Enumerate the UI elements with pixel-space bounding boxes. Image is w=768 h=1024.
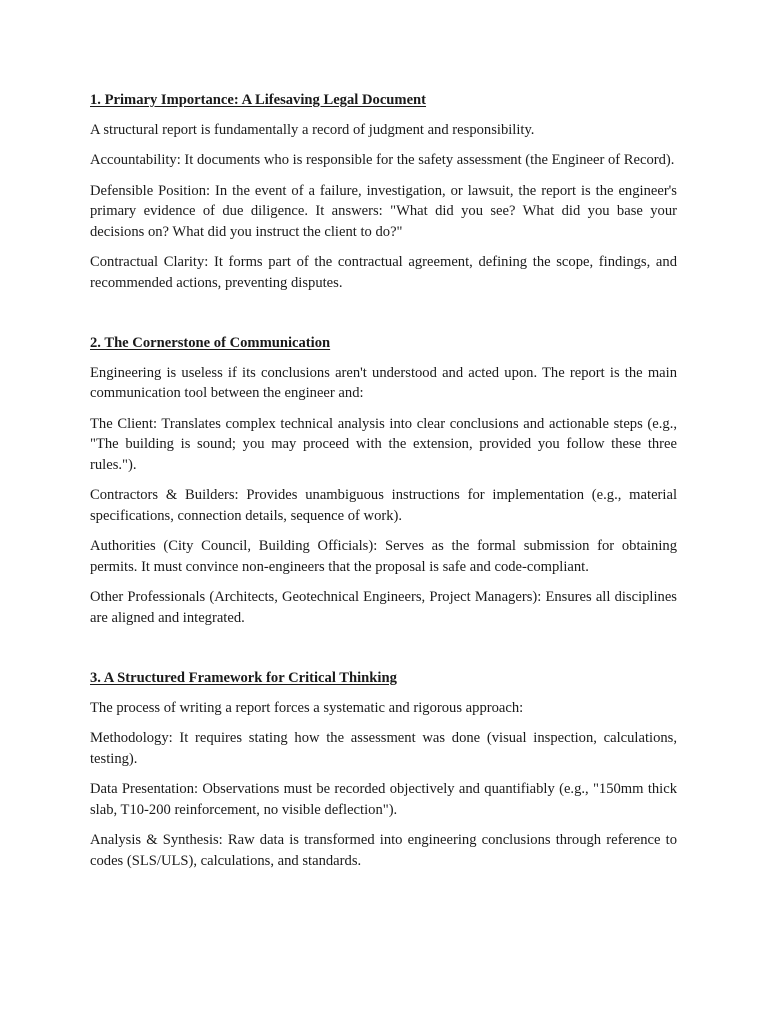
- paragraph: Accountability: It documents who is responsible for the safety assessment (the Engineer of Record).: [90, 152, 675, 168]
- section-critical-thinking: [90, 668, 677, 871]
- document-body: [90, 90, 677, 881]
- paragraph: The Client: Translates complex technical analysis into clear conclusions and actionable steps (e.g., "The building is sound; you may proceed with the extension, provided you follow these three rules.").: [90, 415, 677, 473]
- section-heading: 1. Primary Importance: A Lifesaving Legal Document: [90, 92, 427, 108]
- paragraph: Engineering is useless if its conclusions aren't understood and acted upon. The report is the main communication tool between the engineer and:: [90, 364, 677, 401]
- paragraph: Contractors & Builders: Provides unambiguous instructions for implementation (e.g., material specifications, connection details, sequence of work).: [90, 487, 677, 524]
- section-communication: [90, 333, 677, 628]
- paragraph: The process of writing a report forces a systematic and rigorous approach:: [90, 699, 524, 716]
- paragraph: Methodology: It requires stating how the assessment was done (visual inspection, calculations, testing).: [90, 730, 677, 767]
- paragraph: Analysis & Synthesis: Raw data is transformed into engineering conclusions through reference to codes (SLS/ULS), calculations, and standards.: [90, 832, 677, 869]
- paragraph: Data Presentation: Observations must be recorded objectively and quantifiably (e.g., "150mm thick slab, T10-200 reinforcement, no visible deflection").: [90, 781, 677, 818]
- paragraph: Contractual Clarity: It forms part of the contractual agreement, defining the scope, findings, and recommended actions, preventing disputes.: [90, 254, 677, 291]
- section-heading: 2. The Cornerstone of Communication: [90, 335, 331, 351]
- paragraph: Authorities (City Council, Building Officials): Serves as the formal submission for obtaining permits. It must convince non-engineers that the proposal is safe and code-compliant.: [90, 538, 677, 575]
- section-heading: 3. A Structured Framework for Critical Thinking: [90, 670, 397, 686]
- paragraph: A structural report is fundamentally a record of judgment and responsibility.: [90, 121, 535, 138]
- paragraph: Other Professionals (Architects, Geotechnical Engineers, Project Managers): Ensures all disciplines are aligned and integrated.: [90, 589, 677, 626]
- section-legal-document: [90, 90, 677, 293]
- paragraph: Defensible Position: In the event of a failure, investigation, or lawsuit, the report is the engineer's primary evidence of due diligence. It answers: "What did you see? What did you base your decisions on? What did you instruct the client to do?": [90, 182, 677, 240]
